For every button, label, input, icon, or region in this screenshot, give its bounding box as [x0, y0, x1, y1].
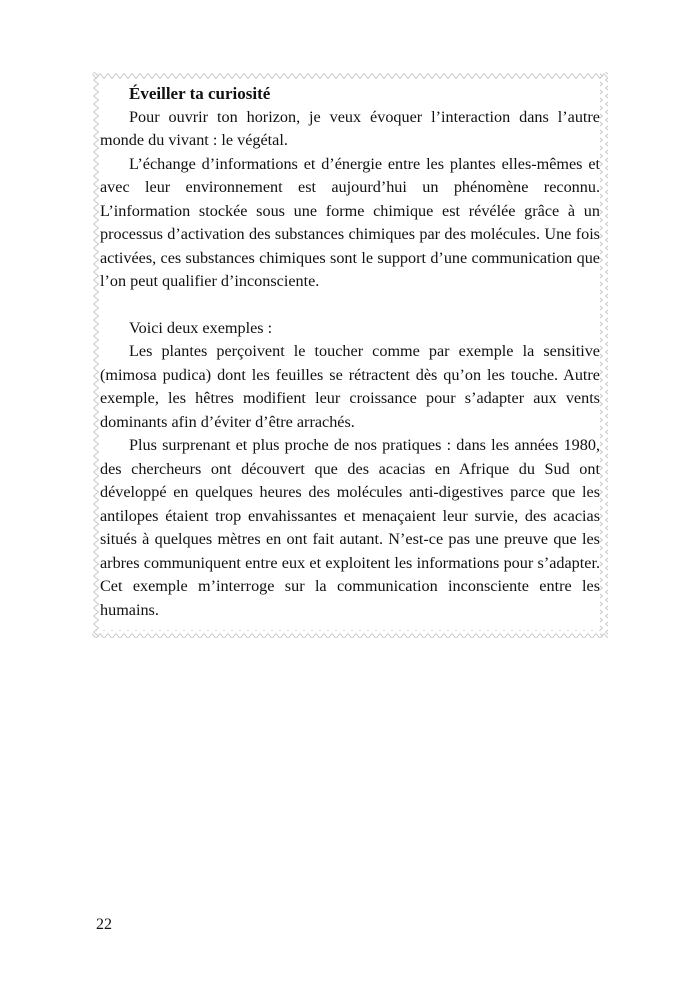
box-text [100, 82, 600, 622]
paragraph-examples-intro: Voici deux exemples : [129, 318, 273, 337]
paragraph-mimosa-example: Les plantes perçoivent le toucher comme par exemple la sensitive (mimosa pudica) dont les feuilles se rétractent dès qu’on les touche. Autre exemple, les hêtres modifient leur croissance pour s’adapter aux vents dominants afin d’éviter d’être arrachés. [100, 342, 600, 431]
paragraph-intro: Pour ouvrir ton horizon, je veux évoquer l’interaction dans l’autre monde du vivant : le végétal. [100, 107, 600, 149]
paragraph-plant-exchange: L’échange d’informations et d’énergie entre les plantes elles-mêmes et avec leur environnement est aujourd’hui un phénomène reconnu. L’information stockée sous une forme chimique est révélée grâce à un processus d’activation des substances chimiques par des molécules. Une fois activées, ces substances chimiques sont le support d’une communication que l’on peut qualifier d’inconsciente. [100, 154, 600, 290]
section-heading: Éveiller ta curiosité [129, 84, 271, 103]
boxed-insert [92, 72, 608, 638]
paragraph-acacia-example: Plus surprenant et plus proche de nos pratiques : dans les années 1980, des chercheurs ont découvert que des acacias en Afrique du Sud ont développé en quelques heures des molécules anti-digestives parce que les antilopes étaient trop envahissantes et menaçaient leur survie, des acacias situés à quelques mètres en ont fait autant. N’est-ce pas une preuve que les arbres communiquent entre eux et exploitent les informations pour s’adapter. Cet exemple m’interroge sur la communication inconsciente entre les humains. [100, 436, 600, 619]
page-number: 22 [96, 916, 112, 933]
